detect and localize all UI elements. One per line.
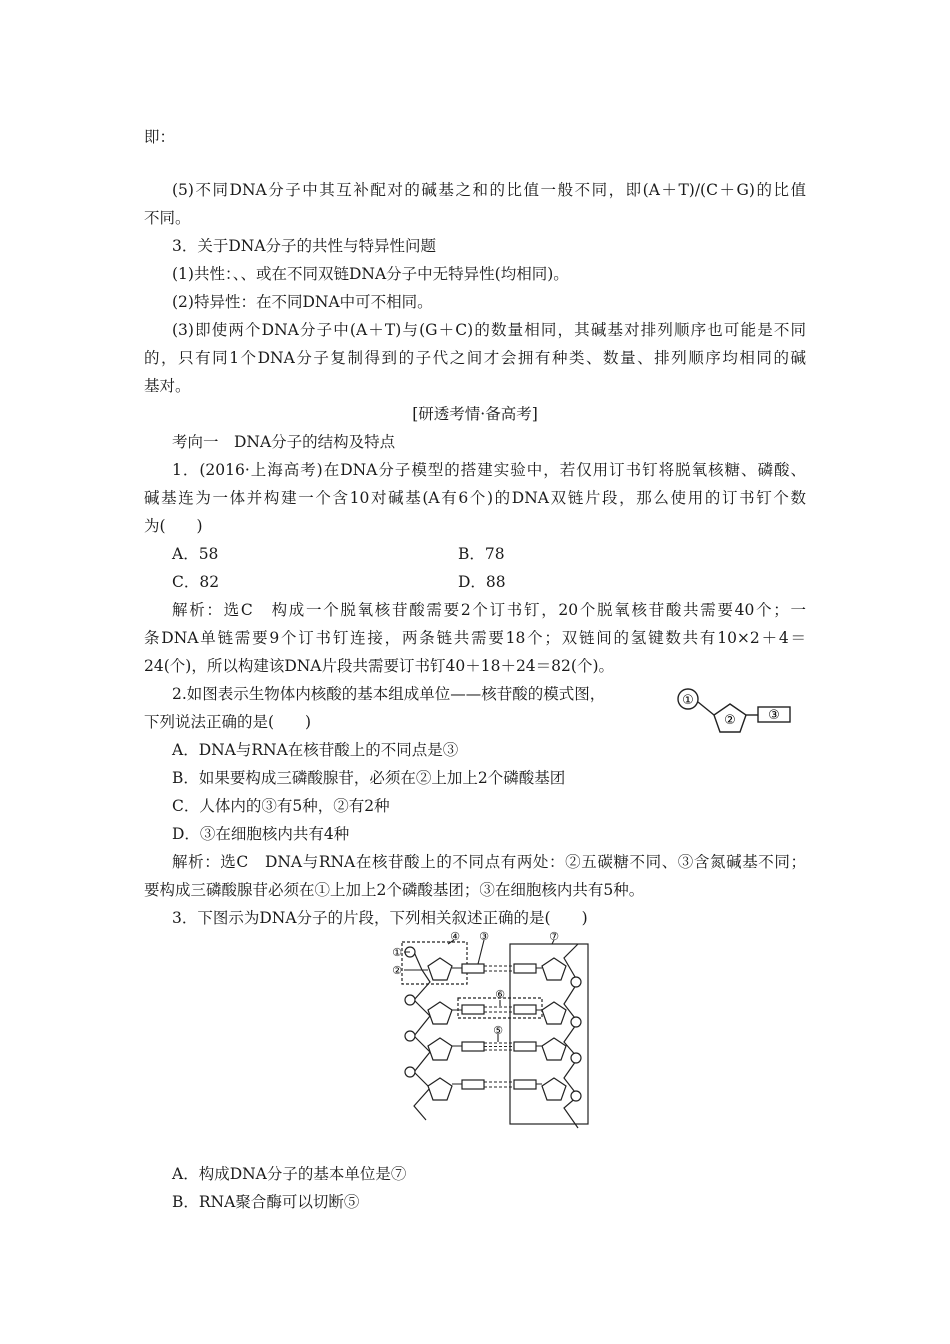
question-1-line-2: 碱基连为一体并构建一个含10对碱基(A有6个)的DNA双链片段，那么使用的订书钉个数	[144, 489, 806, 507]
question-2-answer-line-2: 要构成三磷酸腺苷必须在①上加上2个磷酸基团；③在细胞核内共有5种。	[144, 881, 645, 899]
nucleotide-diagram	[672, 686, 798, 742]
sugar-right-3	[542, 1038, 566, 1060]
sugar-left-1	[428, 958, 452, 980]
question-2-option-b: B．如果要构成三磷酸腺苷，必须在②上加上2个磷酸基团	[172, 769, 566, 787]
sugar-right-2	[542, 1002, 566, 1024]
fig2-label-7: ⑦	[549, 930, 559, 943]
point-5-line-1: (5)不同DNA分子中其互补配对的碱基之和的比值一般不同，即(A＋T)/(C＋G)的比值	[172, 181, 806, 199]
question-1-option-b: B．78	[458, 545, 505, 563]
section-3-title: 3．关于DNA分子的共性与特异性问题	[172, 237, 437, 255]
sugar-left-3	[428, 1038, 452, 1060]
section-3-item-3-line-2: 的，只有同1个DNA分子复制得到的子代之间才会拥有种类、数量、排列顺序均相同的碱	[144, 349, 806, 367]
fig2-label-1: ①	[392, 946, 402, 959]
question-2-option-a: A．DNA与RNA在核苷酸上的不同点是③	[172, 741, 459, 759]
dna-fragment-diagram	[392, 930, 612, 1135]
kaoxiang-heading: 考向一 DNA分子的结构及特点	[172, 433, 396, 451]
phosphate-right-3	[571, 1053, 581, 1063]
base-right-4	[514, 1080, 536, 1089]
sugar-left-2	[428, 1002, 452, 1024]
question-2-answer-line-1: 解析：选C DNA与RNA在核苷酸上的不同点有两处：②五碳糖不同、③含氮碱基不同；	[172, 853, 806, 871]
base-right-1	[514, 964, 536, 973]
question-2-line-2: 下列说法正确的是( )	[144, 713, 312, 731]
base-right-2	[514, 1005, 536, 1014]
question-2-line-1: 2.如图表示生物体内核酸的基本组成单位——核苷酸的模式图，	[172, 685, 606, 703]
fig2-label-3: ③	[479, 930, 489, 943]
fig2-label-2: ②	[392, 964, 402, 977]
base-left-4	[462, 1080, 484, 1089]
question-1-line-3: 为( )	[144, 517, 203, 535]
question-2-option-d: D．③在细胞核内共有4种	[172, 825, 350, 843]
left-backbone	[414, 952, 430, 1120]
intro-text: 即：	[144, 128, 176, 146]
phosphate-right-1	[571, 977, 581, 987]
sugar-left-4	[428, 1078, 452, 1100]
question-1-option-d: D．88	[458, 573, 506, 591]
question-3-line-1: 3．下图示为DNA分子的片段，下列相关叙述正确的是( )	[172, 909, 588, 927]
question-1-answer-line-3: 24(个)，所以构建该DNA片段共需要订书钉40＋18＋24＝82(个)。	[144, 657, 614, 675]
base-right-3	[514, 1042, 536, 1051]
phosphate-left-4	[405, 1067, 415, 1077]
fig1-label-2: ②	[724, 713, 736, 728]
label-leader-lines	[404, 940, 554, 1042]
fig2-label-4: ④	[450, 930, 460, 943]
section-3-item-1: (1)共性：、、或在不同双链DNA分子中无特异性(均相同)。	[172, 265, 569, 283]
question-3-option-a: A．构成DNA分子的基本单位是⑦	[172, 1165, 407, 1183]
section-heading: [研透考情·备高考]	[412, 405, 538, 423]
phosphate-right-2	[571, 1017, 581, 1027]
sugar-right-1	[542, 958, 566, 980]
base-left-1	[462, 964, 484, 973]
phosphate-bond	[698, 702, 714, 715]
fig2-label-5: ⑤	[493, 1024, 503, 1037]
question-1-answer-line-1: 解析：选C 构成一个脱氧核苷酸需要2个订书钉，20个脱氧核苷酸共需要40个；一	[172, 601, 806, 619]
question-2-option-c: C．人体内的③有5种，②有2种	[172, 797, 390, 815]
base-left-2	[462, 1005, 484, 1014]
question-1-answer-line-2: 条DNA单链需要9个订书钉连接，两条链共需要18个；双链间的氢键数共有10×2＋4＝	[144, 629, 806, 647]
phosphate-left-2	[405, 995, 415, 1005]
sugar-right-4	[542, 1078, 566, 1100]
fig1-label-3: ③	[768, 708, 780, 723]
question-1-option-c: C．82	[172, 573, 220, 591]
question-1-option-a: A．58	[172, 545, 219, 563]
fig2-label-6: ⑥	[495, 988, 505, 1001]
section-3-item-2: (2)特异性：在不同DNA中可不相同。	[172, 293, 433, 311]
fig1-label-1: ①	[682, 693, 694, 708]
point-5-line-2: 不同。	[144, 209, 191, 227]
question-3-option-b: B．RNA聚合酶可以切断⑤	[172, 1193, 360, 1211]
section-3-item-3-line-3: 基对。	[144, 377, 191, 395]
section-3-item-3-line-1: (3)即使两个DNA分子中(A＋T)与(G＋C)的数量相同，其碱基对排列顺序也可能是不同	[172, 321, 806, 339]
question-1-line-1: 1．(2016·上海高考)在DNA分子模型的搭建实验中，若仅用订书钉将脱氧核糖、磷酸、	[172, 461, 806, 479]
base-left-3	[462, 1042, 484, 1051]
phosphate-right-4	[571, 1091, 581, 1101]
phosphate-left-3	[405, 1031, 415, 1041]
